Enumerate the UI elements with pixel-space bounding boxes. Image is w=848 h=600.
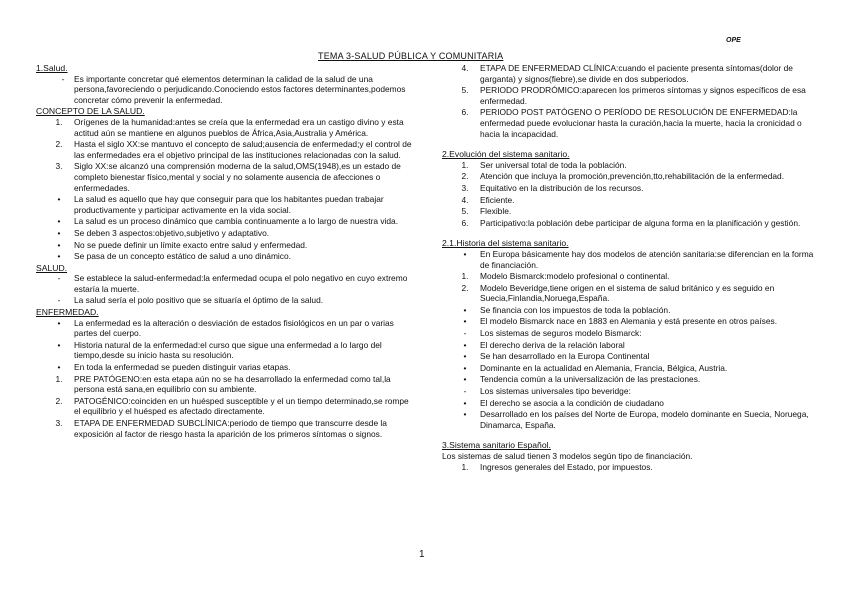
list-marker: 1. xyxy=(55,116,63,127)
list-item-text: Eficiente. xyxy=(480,194,515,205)
list-marker: • xyxy=(57,251,61,262)
list-item xyxy=(442,249,814,270)
section-list xyxy=(36,318,412,440)
list-item xyxy=(36,228,412,239)
list-item-text: Orígenes de la humanidad:antes se creía que la enfermedad era un castigo divino y esta actitud aún se mantiene en algunos pueblos de África,Asia,Australia y América. xyxy=(74,116,404,138)
list-marker: • xyxy=(463,248,467,259)
list-item-text: Ingresos generales del Estado, por impuestos. xyxy=(480,461,653,472)
list-item-text: PERIODO PRODRÓMICO:aparecen los primeros síntomas y signos específicos de esa enfermedad. xyxy=(480,85,806,106)
list-item xyxy=(442,160,814,171)
list-item xyxy=(442,328,814,339)
section-heading: 1.Salud. xyxy=(36,63,68,73)
list-marker: • xyxy=(463,339,467,350)
list-item xyxy=(442,409,814,430)
list-item xyxy=(36,318,412,339)
list-item-text: Se pasa de un concepto estático de salud a uno dinámico. xyxy=(74,251,291,262)
list-marker: 2. xyxy=(55,139,63,150)
list-item xyxy=(36,240,412,251)
list-item xyxy=(36,161,412,193)
list-item-text: La salud es aquello que hay que conseguir para que los habitantes puedan trabajar productivamente y participar activamente en la vida social. xyxy=(74,194,384,215)
list-item-text: El derecho deriva de la relación laboral xyxy=(480,339,625,350)
section-heading: 2.1.Historia del sistema sanitario. xyxy=(442,238,569,249)
list-item-text: El modelo Bismarck nace en 1883 en Alemania y está presente en otros países. xyxy=(480,316,778,327)
list-item-text: Se han desarrollado en la Europa Continental xyxy=(480,351,650,362)
section-list xyxy=(442,462,814,473)
list-item xyxy=(442,316,814,327)
list-marker: 2. xyxy=(461,171,469,182)
list-item xyxy=(442,183,814,194)
list-marker: • xyxy=(57,362,61,373)
list-item xyxy=(442,462,814,473)
right-column xyxy=(442,63,814,473)
section-list xyxy=(36,273,412,306)
list-marker: • xyxy=(57,317,61,328)
list-item xyxy=(442,271,814,282)
list-item xyxy=(36,396,412,417)
list-marker: 1. xyxy=(461,159,469,170)
list-item xyxy=(442,85,814,106)
list-item xyxy=(36,273,412,294)
list-item xyxy=(442,398,814,409)
list-item xyxy=(442,351,814,362)
list-item-text: Equitativo en la distribución de los recursos. xyxy=(480,182,644,193)
list-item xyxy=(36,295,412,306)
list-marker: • xyxy=(57,227,61,238)
list-marker: 3. xyxy=(55,161,63,172)
list-item-text: La salud es un proceso dinámico que cambia continuamente a lo largo de nuestra vida. xyxy=(74,216,399,227)
list-item xyxy=(442,374,814,385)
list-item-text: Se financia con los impuestos de toda la población. xyxy=(480,304,671,315)
list-item-text: Es importante concretar qué elementos determinan la calidad de la salud de una persona,favoreciendo o perjudicando.Conociendo estos factores determinantes,podemos concretar cómo prevenir la enfermedad. xyxy=(74,73,406,105)
list-item xyxy=(36,418,412,439)
list-item-text: ETAPA DE ENFERMEDAD CLÍNICA:cuando el paciente presenta síntomas(dolor de garganta) y signos(fiebre),se divide en dos subperiodos. xyxy=(480,63,793,84)
section-text: Los sistemas de salud tienen 3 modelos según tipo de financiación. xyxy=(442,451,693,461)
list-marker: 4. xyxy=(461,194,469,205)
section-heading: CONCEPTO DE LA SALUD. xyxy=(36,106,145,117)
list-item xyxy=(36,194,412,215)
list-item xyxy=(36,74,412,106)
section-heading: SALUD. xyxy=(36,262,68,273)
list-item-text: Siglo XX:se alcanzó una comprensión moderna de la salud,OMS(1948),es un estado de completo bienestar físico,mental y social y no solamente ausencia de afecciones o enfermedades. xyxy=(74,161,401,193)
list-marker: 1. xyxy=(461,461,469,472)
list-item-text: ETAPA DE ENFERMEDAD SUBCLÍNICA:periodo de tiempo que transcurre desde la exposición al factor de riesgo hasta la aparición de los primeros síntomas o signos. xyxy=(74,418,387,439)
list-item xyxy=(36,362,412,373)
list-item-text: La enfermedad es la alteración o desviación de estados fisiológicos en un par o varias partes del cuerpo. xyxy=(74,317,394,339)
list-item-text: Flexible. xyxy=(480,206,512,217)
list-marker: 3. xyxy=(461,182,469,193)
list-item-text: No se puede definir un límite exacto entre salud y enfermedad. xyxy=(74,239,308,250)
list-marker: • xyxy=(57,339,61,350)
list-marker: • xyxy=(463,409,467,420)
list-marker: • xyxy=(463,362,467,373)
list-item-text: El derecho se asocia a la condición de ciudadano xyxy=(480,397,664,408)
list-marker: 1. xyxy=(461,271,469,282)
list-marker: 3. xyxy=(55,418,63,428)
list-item xyxy=(442,206,814,217)
list-item-text: En Europa básicamente hay dos modelos de atención sanitaria:se diferencian en la forma de financiación. xyxy=(480,248,814,270)
list-item-text: PRE PATÓGENO:en esta etapa aún no se ha desarrollado la enfermedad como tal,la persona está sana,en equilibrio con su ambiente. xyxy=(74,373,391,395)
list-item xyxy=(442,340,814,351)
section-list xyxy=(442,249,814,431)
list-item-text: Desarrollado en los países del Norte de Europa, modelo dominante en Suecia, Noruega, Dinamarca, España. xyxy=(480,409,809,430)
list-item xyxy=(442,363,814,374)
list-item-text: Atención que incluya la promoción,prevención,tto,rehabilitación de la enfermedad. xyxy=(480,171,785,182)
list-marker: - xyxy=(463,328,467,339)
list-item-text: Hasta el siglo XX:se mantuvo el concepto de salud;ausencia de enfermedad;y el control de las enfermedades era el objetivo principal de las instituciones relacionadas con la salud. xyxy=(74,139,412,160)
list-item xyxy=(36,374,412,395)
list-item xyxy=(36,340,412,361)
list-item-text: Los sistemas de seguros modelo Bismarck: xyxy=(480,328,642,339)
list-item-text: Modelo Beveridge,tiene origen en el sistema de salud británico y es seguido en Suecia,Finlandia,Noruega,España. xyxy=(480,282,775,304)
list-item xyxy=(442,107,814,139)
list-item xyxy=(442,283,814,304)
document-title: TEMA 3-SALUD PÚBLICA Y COMUNITARIA xyxy=(318,51,504,61)
list-item xyxy=(36,251,412,262)
list-item xyxy=(442,63,814,84)
list-marker: 6. xyxy=(461,107,469,118)
list-marker: 1. xyxy=(55,373,63,384)
list-marker: • xyxy=(463,316,467,327)
list-marker: 6. xyxy=(461,217,469,228)
list-item xyxy=(442,386,814,397)
list-item xyxy=(442,305,814,316)
list-item-text: En toda la enfermedad se pueden distinguir varias etapas. xyxy=(74,362,291,373)
list-item-text: Ser universal total de toda la población. xyxy=(480,159,627,170)
list-item xyxy=(36,139,412,160)
list-marker: • xyxy=(463,374,467,385)
list-item xyxy=(442,195,814,206)
list-item-text: Participativo:la población debe participar de alguna forma en la planificación y gestión. xyxy=(480,217,801,228)
list-item xyxy=(442,171,814,182)
section-heading: ENFERMEDAD. xyxy=(36,307,99,318)
section-heading: 2.Evolución del sistema sanitario. xyxy=(442,149,570,160)
list-marker: - xyxy=(463,386,467,397)
list-item-text: Se deben 3 aspectos:objetivo,subjetivo y adaptativo. xyxy=(74,227,270,238)
list-marker: - xyxy=(57,295,61,306)
section-list xyxy=(36,74,412,106)
list-item xyxy=(36,117,412,138)
list-marker: 4. xyxy=(461,63,469,73)
list-item-text: La salud sería el polo positivo que se situaría el óptimo de la salud. xyxy=(74,295,324,306)
list-item xyxy=(442,218,814,229)
list-marker: • xyxy=(463,397,467,408)
section-list xyxy=(36,117,412,262)
page-number: 1 xyxy=(419,549,425,560)
list-marker: • xyxy=(57,239,61,250)
header-tag: OPE xyxy=(726,37,741,44)
list-marker: - xyxy=(61,73,65,84)
list-item xyxy=(36,216,412,227)
list-item-text: Tendencia común a la universalización de las prestaciones. xyxy=(480,374,701,385)
list-marker: 2. xyxy=(55,395,63,406)
list-item-text: Los sistemas universales tipo beveridge: xyxy=(480,386,631,397)
list-marker: 2. xyxy=(461,282,469,293)
list-marker: • xyxy=(57,194,61,205)
list-item-text: Se establece la salud-enfermedad:la enfermedad ocupa el polo negativo en cuyo extremo estaría la muerte. xyxy=(74,273,408,294)
section-list xyxy=(442,160,814,229)
left-column xyxy=(36,63,412,440)
section-heading: 3.Sistema sanitario Español. xyxy=(442,440,551,451)
list-marker: 5. xyxy=(461,85,469,96)
list-marker: • xyxy=(57,216,61,227)
list-marker: • xyxy=(463,304,467,315)
list-item-text: PERIODO POST PATÓGENO O PERÍODO DE RESOLUCIÓN DE ENFERMEDAD:la enfermedad puede evolucionar hasta la curación,hacia la muerte, hacia la cronicidad o hacia la incapacidad. xyxy=(480,107,802,139)
list-marker: - xyxy=(57,273,61,284)
list-item-text: Dominante en la actualidad en Alemania, Francia, Bélgica, Austria. xyxy=(480,362,728,373)
list-item-text: Modelo Bismarck:modelo profesional o continental. xyxy=(480,271,670,282)
list-marker: • xyxy=(463,351,467,362)
list-item-text: PATOGÉNICO:coinciden en un huésped susceptible y el un tiempo determinado,se rompe el equilibrio y el huésped es afectado directamente. xyxy=(74,395,409,417)
section-list xyxy=(442,63,814,139)
list-marker: 5. xyxy=(461,206,469,217)
list-item-text: Historia natural de la enfermedad:el curso que sigue una enfermedad a lo largo del tiempo,desde su inicio hasta su resolución. xyxy=(74,339,382,361)
